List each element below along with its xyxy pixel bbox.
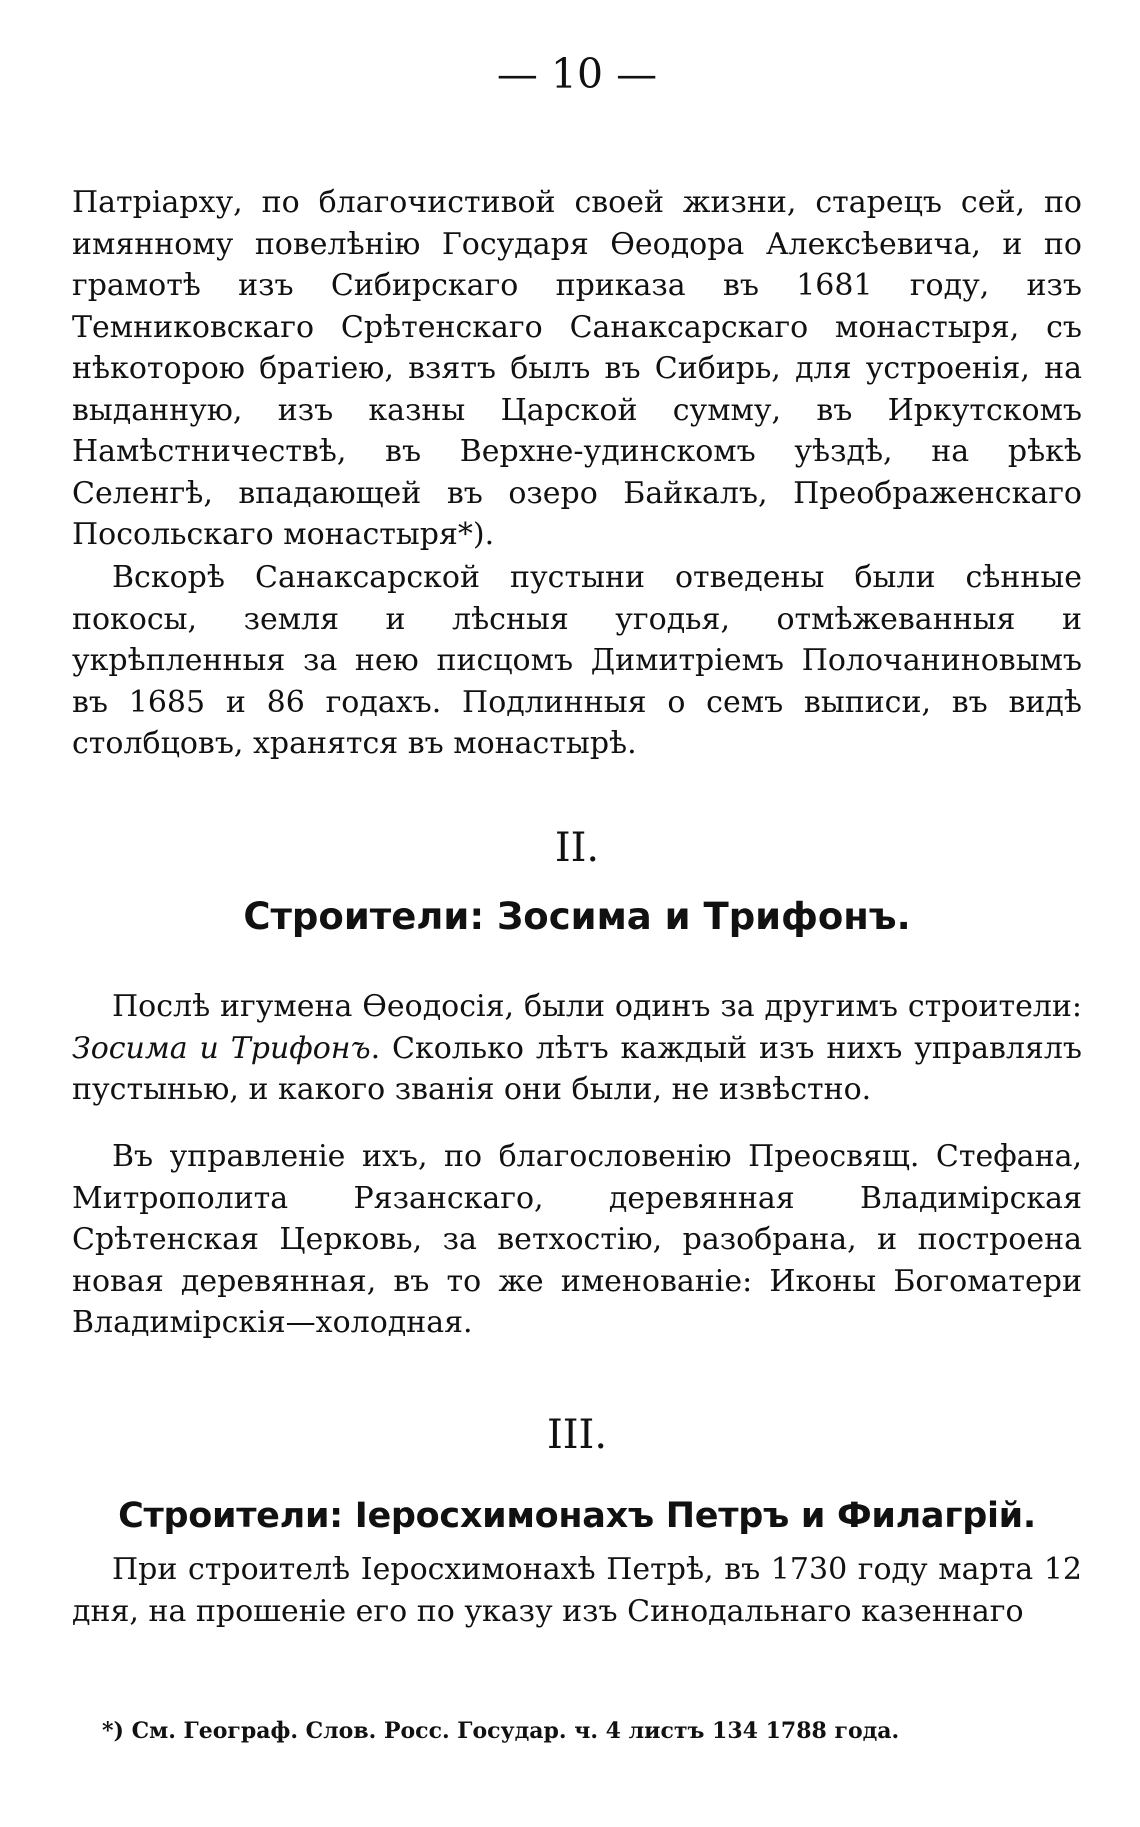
section-number-2: II. (554, 825, 600, 871)
section-number-3: III. (546, 1412, 608, 1458)
book-page (72, 0, 1082, 1827)
paragraph-3-before: Послѣ игумена Ѳеодосія, были одинъ за другимъ строители: (112, 989, 1082, 1024)
footnote: *) См. Географ. Слов. Росс. Государ. ч. 4 листъ 134 1788 года. (102, 1718, 900, 1744)
page-number: — 10 — (496, 50, 658, 98)
section-title-2: Строители: Зосима и Трифонъ. (243, 895, 911, 938)
paragraph-builder-petr: При строителѣ Іеросхимонахѣ Петрѣ, въ 1730 году марта 12 дня, на прошеніе его по указу изъ Синодальнаго казеннаго (72, 1552, 1082, 1629)
paragraph-3-after: . Сколько лѣтъ каждый изъ нихъ управлялъ пустынью, и какого званія они были, не извѣстно. (72, 1030, 1082, 1107)
paragraph-church-rebuild: Въ управленіе ихъ, по благословенію Преосвящ. Стефана, Митрополита Рязанскаго, деревянная Владимірская Срѣтенская Церковь, за ветхостію, разобрана, и построена новая деревянная, въ то же именованіе: Иконы Богоматери Владимірскія—холодная. (72, 1139, 1082, 1340)
paragraph-land-grants: Вскорѣ Санаксарской пустыни отведены были сѣнные покосы, земля и лѣсныя угодья, отмѣжеванныя и укрѣпленныя за нею писцомъ Димитріемъ Полочаниновымъ въ 1685 и 86 годахъ. Подлинныя о семъ выписи, въ видѣ столбцовъ, хранятся въ монастырѣ. (72, 560, 1082, 761)
paragraph-builders-zosima (72, 986, 1082, 1111)
section-title-3: Строители: Іеросхимонахъ Петръ и Филагрій. (118, 1496, 1036, 1536)
builders-names: Зосима и Трифонъ (72, 1030, 371, 1066)
paragraph-siberia: Патріарху, по благочистивой своей жизни, старецъ сей, по имянному повелѣнію Государя Ѳеодора Алексѣевича, и по грамотѣ изъ Сибирскаго приказа въ 1681 году, изъ Темниковскаго Срѣтенскаго Санаксарскаго монастыря, съ нѣкоторою братіею, взятъ былъ въ Сибирь, для устроенія, на выданную, изъ казны Царской сумму, въ Иркутскомъ Намѣстничествѣ, въ Верхне-удинскомъ уѣздѣ, на рѣкѣ Селенгѣ, впадающей въ озеро Байкалъ, Преображенскаго Посольскаго монастыря*). (72, 185, 1082, 552)
